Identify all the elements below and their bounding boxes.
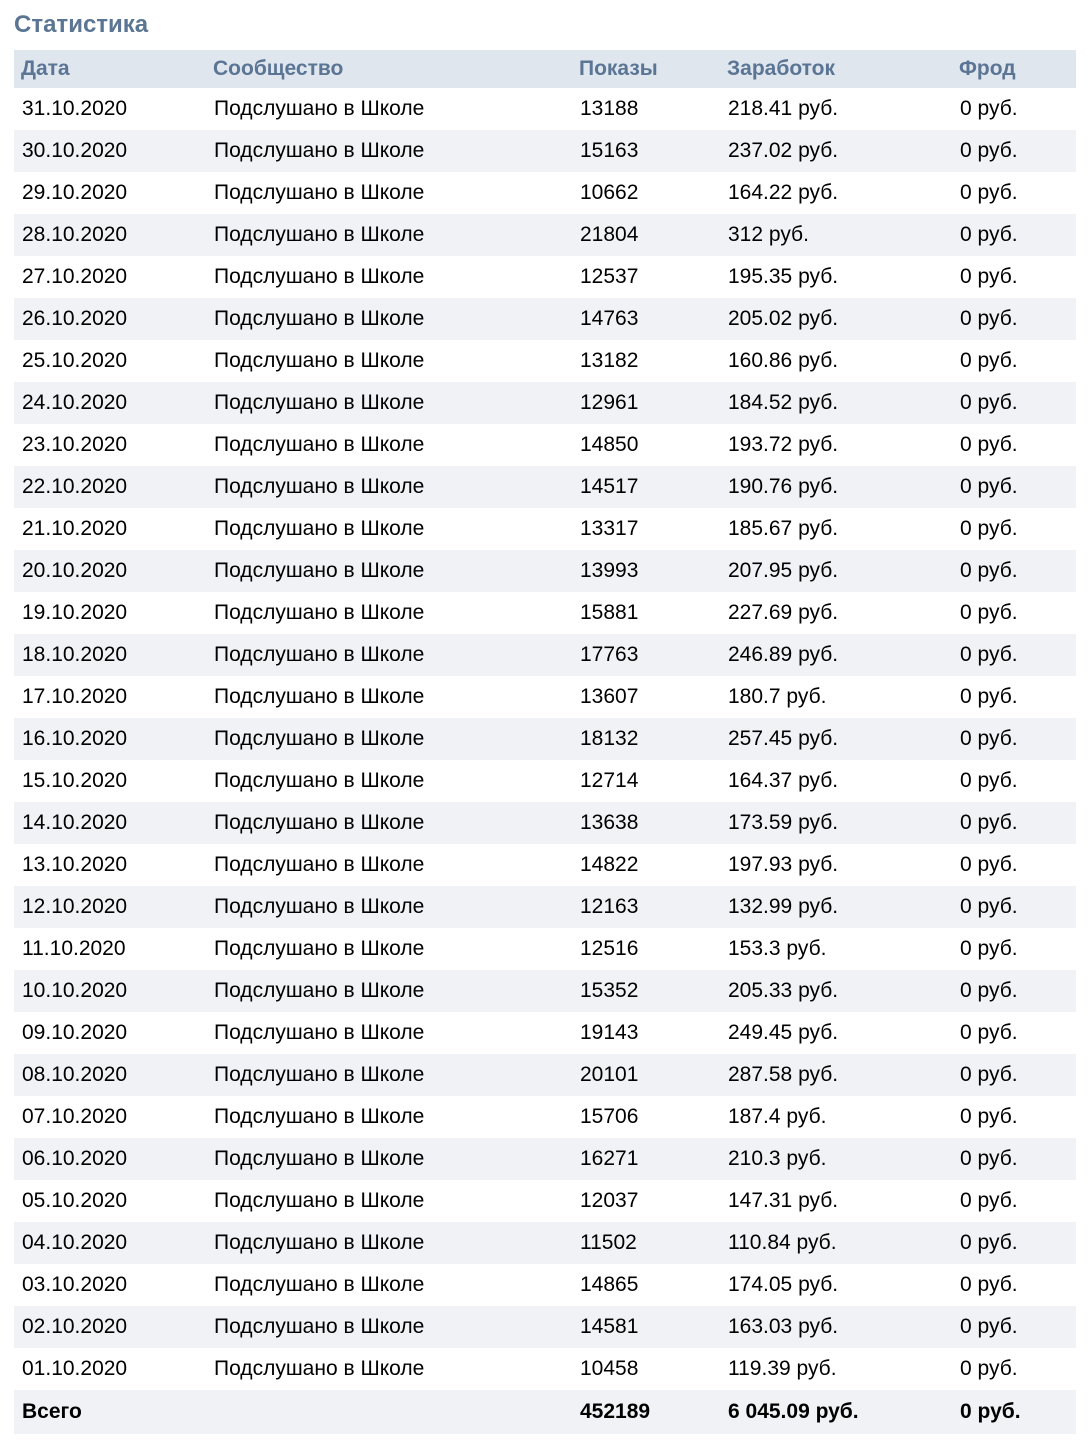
cell-views: 13188 bbox=[580, 97, 639, 120]
cell-community: Подслушано в Школе bbox=[214, 1189, 425, 1212]
cell-fraud: 0 руб. bbox=[952, 886, 1076, 928]
column-header-date[interactable]: Дата bbox=[14, 50, 206, 88]
cell-community: Подслушано в Школе bbox=[206, 1306, 572, 1348]
table-row bbox=[14, 844, 1076, 886]
cell-earnings: 180.7 руб. bbox=[728, 685, 827, 708]
cell-views: 10458 bbox=[580, 1357, 639, 1380]
cell-views: 14581 bbox=[572, 1306, 720, 1348]
cell-fraud: 0 руб. bbox=[952, 634, 1076, 676]
cell-date: 22.10.2020 bbox=[14, 466, 206, 508]
cell-views: 19143 bbox=[580, 1021, 639, 1044]
table-row bbox=[14, 1264, 1076, 1306]
cell-earnings: 153.3 руб. bbox=[728, 937, 827, 960]
cell-community: Подслушано в Школе bbox=[206, 802, 572, 844]
cell-views: 15881 bbox=[580, 601, 639, 624]
cell-date: 26.10.2020 bbox=[14, 298, 206, 340]
cell-fraud: 0 руб. bbox=[952, 1222, 1076, 1264]
cell-date: 14.10.2020 bbox=[14, 802, 206, 844]
cell-earnings: 163.03 руб. bbox=[720, 1306, 952, 1348]
cell-date: 09.10.2020 bbox=[22, 1021, 128, 1044]
cell-fraud: 0 руб. bbox=[960, 1021, 1018, 1044]
table-row bbox=[14, 592, 1076, 634]
page-title: Статистика bbox=[14, 11, 149, 38]
cell-earnings: 237.02 руб. bbox=[720, 130, 952, 172]
cell-views: 14822 bbox=[580, 853, 639, 876]
cell-views: 12714 bbox=[580, 769, 639, 792]
cell-community: Подслушано в Школе bbox=[214, 349, 425, 372]
cell-date: 20.10.2020 bbox=[14, 550, 206, 592]
cell-date: 25.10.2020 bbox=[22, 349, 128, 372]
table-row bbox=[14, 130, 1076, 172]
cell-views: 12537 bbox=[580, 265, 639, 288]
cell-earnings: 132.99 руб. bbox=[720, 886, 952, 928]
cell-community: Подслушано в Школе bbox=[214, 1021, 425, 1044]
table-row bbox=[14, 298, 1076, 340]
cell-date: 01.10.2020 bbox=[22, 1357, 128, 1380]
table-row bbox=[14, 466, 1076, 508]
cell-community: Подслушано в Школе bbox=[206, 1054, 572, 1096]
table-row bbox=[14, 718, 1076, 760]
cell-fraud: 0 руб. bbox=[952, 718, 1076, 760]
cell-earnings: 174.05 руб. bbox=[728, 1273, 839, 1296]
cell-views: 14763 bbox=[572, 298, 720, 340]
cell-earnings: 197.93 руб. bbox=[728, 853, 839, 876]
cell-views: 18132 bbox=[572, 718, 720, 760]
cell-community: Подслушано в Школе bbox=[214, 517, 425, 540]
cell-fraud: 0 руб. bbox=[952, 802, 1076, 844]
cell-date: 06.10.2020 bbox=[14, 1138, 206, 1180]
table-row bbox=[14, 340, 1076, 382]
cell-date: 24.10.2020 bbox=[14, 382, 206, 424]
table-row bbox=[14, 214, 1076, 256]
total-row bbox=[14, 1390, 1076, 1434]
cell-fraud: 0 руб. bbox=[952, 382, 1076, 424]
cell-community: Подслушано в Школе bbox=[214, 1357, 425, 1380]
cell-date: 13.10.2020 bbox=[22, 853, 128, 876]
cell-fraud: 0 руб. bbox=[952, 214, 1076, 256]
cell-community: Подслушано в Школе bbox=[206, 634, 572, 676]
cell-community: Подслушано в Школе bbox=[214, 769, 425, 792]
cell-views: 13182 bbox=[580, 349, 639, 372]
table-row bbox=[14, 886, 1076, 928]
cell-fraud: 0 руб. bbox=[952, 298, 1076, 340]
cell-community: Подслушано в Школе bbox=[214, 601, 425, 624]
cell-earnings: 160.86 руб. bbox=[728, 349, 839, 372]
cell-earnings: 257.45 руб. bbox=[720, 718, 952, 760]
cell-fraud: 0 руб. bbox=[960, 1105, 1018, 1128]
cell-views: 21804 bbox=[572, 214, 720, 256]
column-header-views[interactable]: Показы bbox=[572, 50, 720, 88]
cell-fraud: 0 руб. bbox=[960, 1273, 1018, 1296]
cell-fraud: 0 руб. bbox=[960, 601, 1018, 624]
cell-fraud: 0 руб. bbox=[960, 517, 1018, 540]
cell-views: 14850 bbox=[580, 433, 639, 456]
cell-fraud: 0 руб. bbox=[960, 181, 1018, 204]
cell-fraud: 0 руб. bbox=[960, 685, 1018, 708]
cell-views: 20101 bbox=[572, 1054, 720, 1096]
cell-community: Подслушано в Школе bbox=[214, 97, 425, 120]
total-views: 452189 bbox=[572, 1390, 720, 1434]
cell-community: Подслушано в Школе bbox=[206, 214, 572, 256]
cell-fraud: 0 руб. bbox=[960, 769, 1018, 792]
cell-earnings: 185.67 руб. bbox=[728, 517, 839, 540]
cell-community: Подслушано в Школе bbox=[214, 181, 425, 204]
cell-date: 18.10.2020 bbox=[14, 634, 206, 676]
cell-community: Подслушано в Школе bbox=[206, 298, 572, 340]
cell-fraud: 0 руб. bbox=[952, 970, 1076, 1012]
table-row bbox=[14, 802, 1076, 844]
cell-date: 27.10.2020 bbox=[22, 265, 128, 288]
table-row bbox=[14, 1138, 1076, 1180]
cell-earnings: 190.76 руб. bbox=[720, 466, 952, 508]
cell-views: 13317 bbox=[580, 517, 639, 540]
cell-earnings: 205.02 руб. bbox=[720, 298, 952, 340]
cell-date: 07.10.2020 bbox=[22, 1105, 128, 1128]
cell-community: Подслушано в Школе bbox=[214, 265, 425, 288]
cell-community: Подслушано в Школе bbox=[206, 550, 572, 592]
cell-fraud: 0 руб. bbox=[960, 433, 1018, 456]
table-row bbox=[14, 88, 1076, 130]
cell-earnings: 184.52 руб. bbox=[720, 382, 952, 424]
cell-community: Подслушано в Школе bbox=[206, 1138, 572, 1180]
cell-fraud: 0 руб. bbox=[952, 550, 1076, 592]
cell-date: 30.10.2020 bbox=[14, 130, 206, 172]
cell-date: 28.10.2020 bbox=[14, 214, 206, 256]
cell-earnings: 173.59 руб. bbox=[720, 802, 952, 844]
cell-date: 23.10.2020 bbox=[22, 433, 128, 456]
cell-views: 13993 bbox=[572, 550, 720, 592]
cell-views: 16271 bbox=[572, 1138, 720, 1180]
cell-community: Подслушано в Школе bbox=[214, 937, 425, 960]
cell-fraud: 0 руб. bbox=[960, 265, 1018, 288]
cell-date: 12.10.2020 bbox=[14, 886, 206, 928]
table-row bbox=[14, 928, 1076, 970]
cell-views: 12037 bbox=[580, 1189, 639, 1212]
total-fraud: 0 руб. bbox=[952, 1390, 1076, 1434]
column-header-community[interactable]: Сообщество bbox=[206, 50, 572, 88]
cell-earnings: 227.69 руб. bbox=[728, 601, 839, 624]
cell-date: 16.10.2020 bbox=[14, 718, 206, 760]
cell-earnings: 195.35 руб. bbox=[728, 265, 839, 288]
table-row bbox=[14, 1222, 1076, 1264]
cell-community: Подслушано в Школе bbox=[214, 1273, 425, 1296]
table-row bbox=[14, 676, 1076, 718]
cell-earnings: 218.41 руб. bbox=[728, 97, 839, 120]
cell-date: 08.10.2020 bbox=[14, 1054, 206, 1096]
cell-community: Подслушано в Школе bbox=[206, 466, 572, 508]
cell-community: Подслушано в Школе bbox=[206, 1222, 572, 1264]
cell-earnings: 210.3 руб. bbox=[720, 1138, 952, 1180]
cell-date: 04.10.2020 bbox=[14, 1222, 206, 1264]
cell-earnings: 164.37 руб. bbox=[728, 769, 839, 792]
table-row bbox=[14, 550, 1076, 592]
total-community bbox=[206, 1390, 572, 1434]
cell-earnings: 164.22 руб. bbox=[728, 181, 839, 204]
table-body bbox=[14, 88, 1076, 1390]
total-earnings: 6 045.09 руб. bbox=[720, 1390, 952, 1434]
cell-views: 13638 bbox=[572, 802, 720, 844]
cell-date: 29.10.2020 bbox=[22, 181, 128, 204]
cell-fraud: 0 руб. bbox=[960, 1189, 1018, 1212]
cell-views: 11502 bbox=[572, 1222, 720, 1264]
cell-community: Подслушано в Школе bbox=[214, 1105, 425, 1128]
cell-community: Подслушано в Школе bbox=[206, 718, 572, 760]
table-row bbox=[14, 424, 1076, 466]
cell-views: 10662 bbox=[580, 181, 639, 204]
cell-date: 15.10.2020 bbox=[22, 769, 128, 792]
cell-fraud: 0 руб. bbox=[960, 937, 1018, 960]
column-header-earnings[interactable]: Заработок bbox=[720, 50, 952, 88]
cell-earnings: 187.4 руб. bbox=[728, 1105, 827, 1128]
table-row bbox=[14, 634, 1076, 676]
cell-date: 17.10.2020 bbox=[22, 685, 128, 708]
cell-earnings: 205.33 руб. bbox=[720, 970, 952, 1012]
cell-community: Подслушано в Школе bbox=[206, 970, 572, 1012]
cell-fraud: 0 руб. bbox=[952, 1138, 1076, 1180]
cell-views: 15352 bbox=[572, 970, 720, 1012]
cell-date: 10.10.2020 bbox=[14, 970, 206, 1012]
table-row bbox=[14, 382, 1076, 424]
table-row bbox=[14, 1348, 1076, 1390]
cell-views: 13607 bbox=[580, 685, 639, 708]
table-row bbox=[14, 1012, 1076, 1054]
cell-earnings: 119.39 руб. bbox=[728, 1357, 837, 1380]
table-row bbox=[14, 508, 1076, 550]
table-row bbox=[14, 256, 1076, 298]
cell-date: 11.10.2020 bbox=[22, 937, 126, 960]
column-header-fraud[interactable]: Фрод bbox=[952, 50, 1076, 88]
cell-views: 12516 bbox=[580, 937, 639, 960]
table-row bbox=[14, 970, 1076, 1012]
cell-date: 31.10.2020 bbox=[22, 97, 128, 120]
cell-community: Подслушано в Школе bbox=[206, 886, 572, 928]
cell-date: 03.10.2020 bbox=[22, 1273, 128, 1296]
table-row bbox=[14, 1180, 1076, 1222]
cell-community: Подслушано в Школе bbox=[214, 433, 425, 456]
cell-views: 14517 bbox=[572, 466, 720, 508]
cell-fraud: 0 руб. bbox=[952, 1054, 1076, 1096]
cell-fraud: 0 руб. bbox=[952, 1306, 1076, 1348]
cell-views: 17763 bbox=[572, 634, 720, 676]
cell-date: 05.10.2020 bbox=[22, 1189, 128, 1212]
cell-fraud: 0 руб. bbox=[952, 466, 1076, 508]
cell-earnings: 287.58 руб. bbox=[720, 1054, 952, 1096]
table-row bbox=[14, 760, 1076, 802]
statistics-table bbox=[14, 50, 1076, 1434]
cell-earnings: 249.45 руб. bbox=[728, 1021, 839, 1044]
cell-earnings: 193.72 руб. bbox=[728, 433, 839, 456]
cell-community: Подслушано в Школе bbox=[214, 853, 425, 876]
cell-fraud: 0 руб. bbox=[960, 1357, 1018, 1380]
cell-earnings: 312 руб. bbox=[720, 214, 952, 256]
cell-views: 15706 bbox=[580, 1105, 639, 1128]
cell-date: 21.10.2020 bbox=[22, 517, 128, 540]
cell-earnings: 207.95 руб. bbox=[720, 550, 952, 592]
cell-fraud: 0 руб. bbox=[952, 130, 1076, 172]
cell-views: 12163 bbox=[572, 886, 720, 928]
cell-community: Подслушано в Школе bbox=[206, 130, 572, 172]
cell-fraud: 0 руб. bbox=[960, 853, 1018, 876]
cell-date: 19.10.2020 bbox=[22, 601, 128, 624]
cell-earnings: 110.84 руб. bbox=[720, 1222, 952, 1264]
cell-earnings: 246.89 руб. bbox=[720, 634, 952, 676]
table-row bbox=[14, 1096, 1076, 1138]
cell-community: Подслушано в Школе bbox=[206, 382, 572, 424]
table-row bbox=[14, 172, 1076, 214]
table-row bbox=[14, 1306, 1076, 1348]
cell-views: 14865 bbox=[580, 1273, 639, 1296]
table-header-row bbox=[14, 50, 1076, 88]
cell-earnings: 147.31 руб. bbox=[728, 1189, 839, 1212]
table-row bbox=[14, 1054, 1076, 1096]
total-label: Всего bbox=[14, 1390, 206, 1434]
cell-views: 15163 bbox=[572, 130, 720, 172]
cell-fraud: 0 руб. bbox=[960, 349, 1018, 372]
cell-date: 02.10.2020 bbox=[14, 1306, 206, 1348]
cell-views: 12961 bbox=[572, 382, 720, 424]
cell-fraud: 0 руб. bbox=[960, 97, 1018, 120]
cell-community: Подслушано в Школе bbox=[214, 685, 425, 708]
